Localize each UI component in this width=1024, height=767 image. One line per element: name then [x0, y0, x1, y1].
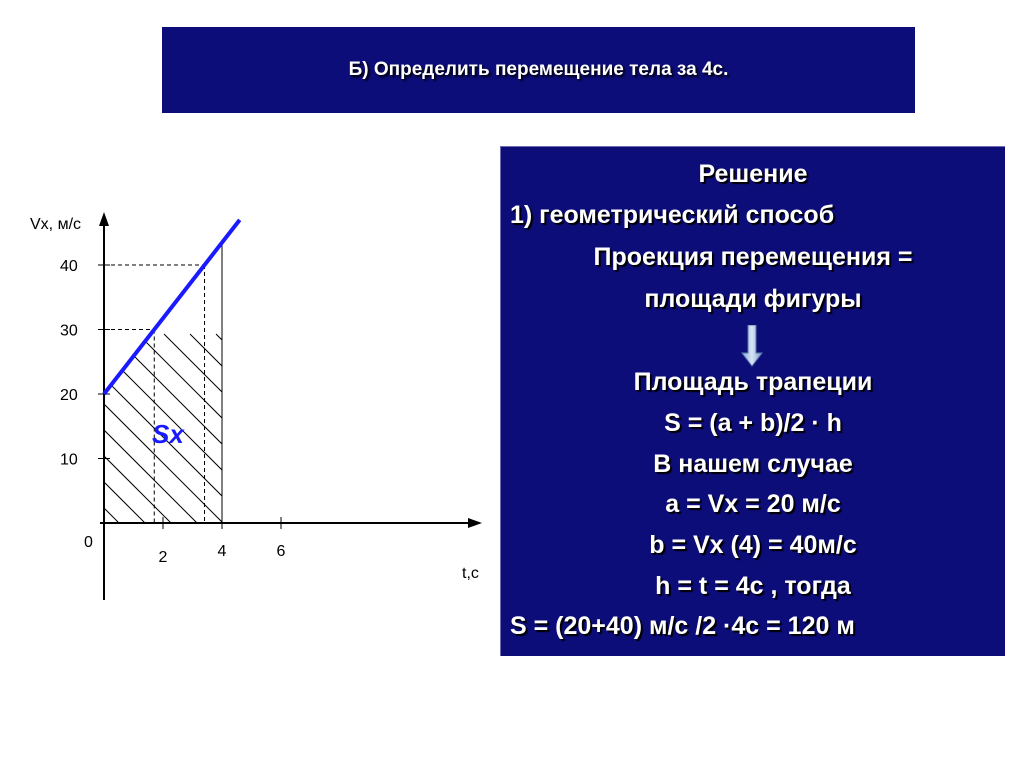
- area-label: Sx: [152, 419, 184, 449]
- hatch-line: [8, 334, 268, 594]
- hatch-line: [164, 334, 424, 594]
- x-tick-label: 6: [276, 543, 286, 560]
- x-tick-label: 4: [217, 543, 227, 560]
- hatch-line: [268, 334, 500, 594]
- hatch-line: [190, 334, 450, 594]
- solution-line-formula: S = (a + b)/2 · h: [664, 409, 842, 437]
- y-axis-label: Vx, м/с: [30, 216, 82, 233]
- slide-title: Б) Определить перемещение тела за 4с.: [348, 59, 729, 80]
- solution-heading: Решение: [698, 160, 808, 188]
- reference-lines: [104, 265, 205, 523]
- y-tick-label: 30: [60, 322, 78, 340]
- hatch-line: [476, 334, 500, 594]
- hatch-line: [0, 334, 164, 594]
- solution-line-a: a = Vx = 20 м/с: [665, 490, 841, 518]
- solution-line-b: b = Vx (4) = 40м/с: [649, 531, 857, 559]
- solution-panel: [500, 146, 1005, 656]
- velocity-time-chart: [0, 0, 500, 767]
- hatch-line: [216, 334, 476, 594]
- hatch-line: [320, 334, 500, 594]
- y-axis-arrow-icon: [99, 212, 109, 226]
- hatch-line: [450, 334, 500, 594]
- solution-line-h: h = t = 4с , тогда: [655, 572, 851, 600]
- hatch-line: [86, 334, 346, 594]
- hatch-line: [372, 334, 500, 594]
- solution-line-area: площади фигуры: [644, 285, 862, 313]
- solution-line-result: S = (20+40) м/с /2 ·4с = 120 м: [510, 612, 855, 640]
- hatch-line: [398, 334, 500, 594]
- trapezoid-outline: [104, 243, 222, 523]
- hatch-line: [424, 334, 500, 594]
- solution-line-method: 1) геометрический способ: [510, 201, 835, 229]
- down-arrow-icon: [741, 325, 763, 367]
- y-tick-label: 20: [60, 387, 78, 404]
- x-tick-label: 2: [158, 549, 168, 566]
- hatch-line: [112, 334, 372, 594]
- hatch-line: [346, 334, 500, 594]
- hatch-line: [138, 334, 398, 594]
- origin-label: 0: [84, 534, 93, 551]
- hatch-line: [294, 334, 500, 594]
- solution-line-case: В нашем случае: [653, 450, 853, 478]
- x-axis-label: t,c: [462, 565, 479, 582]
- x-axis-arrow-icon: [468, 518, 482, 528]
- solution-line-trapezoid: Площадь трапеции: [633, 368, 873, 396]
- y-tick-label: 10: [60, 451, 78, 469]
- hatch-line: [0, 334, 216, 594]
- y-tick-label: 40: [60, 258, 78, 275]
- solution-line-projection: Проекция перемещения =: [593, 243, 913, 271]
